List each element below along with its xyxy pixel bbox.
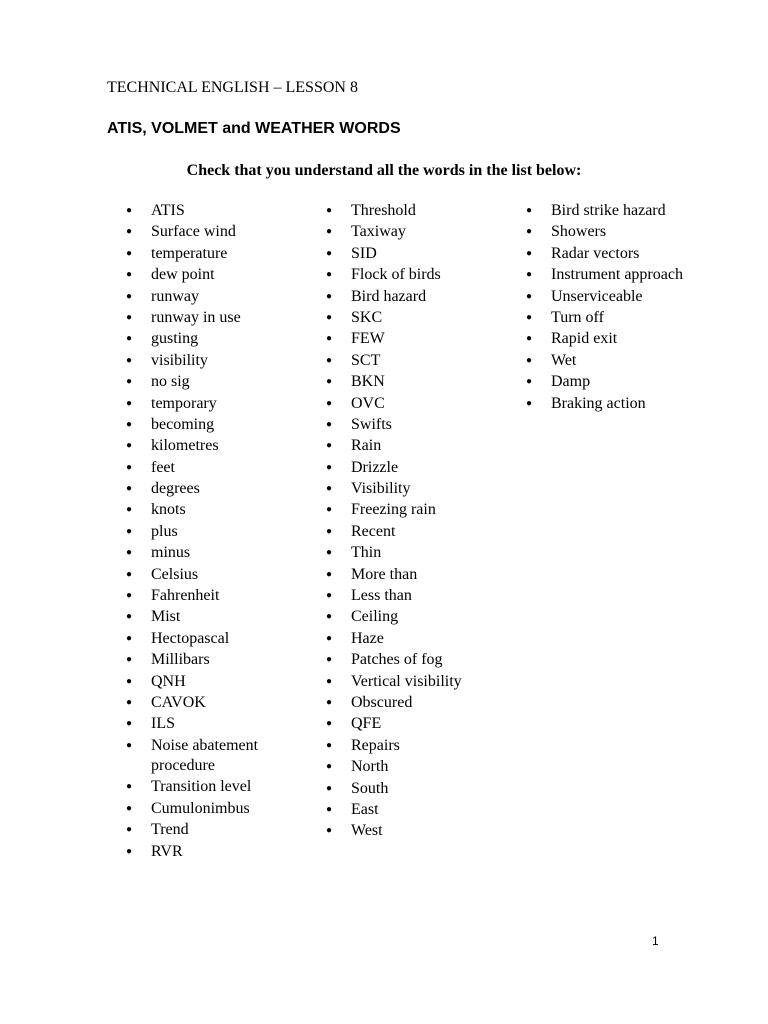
page-number: 1 bbox=[652, 934, 659, 948]
bullet-icon bbox=[526, 372, 551, 392]
list-item bbox=[326, 522, 506, 542]
list-item-text: kilometres bbox=[151, 437, 219, 455]
list-item-text: Vertical visibility bbox=[351, 672, 462, 690]
list-item-text: Threshold bbox=[351, 202, 416, 219]
list-item-text: FEW bbox=[351, 330, 385, 348]
bullet-icon bbox=[126, 329, 151, 349]
list-item bbox=[126, 265, 306, 285]
list-item-text: SKC bbox=[351, 308, 383, 326]
list-item bbox=[326, 543, 506, 563]
list-item bbox=[126, 777, 306, 797]
page-subtitle: ATIS, VOLMET and WEATHER WORDS bbox=[107, 120, 401, 137]
list-item-text: Less than bbox=[351, 587, 412, 605]
list-item-text: Rapid exit bbox=[551, 330, 618, 348]
list-item-text: Taxiway bbox=[351, 223, 406, 241]
bullet-icon bbox=[326, 500, 351, 520]
bullet-icon bbox=[326, 415, 351, 435]
bullet-icon bbox=[326, 265, 351, 285]
list-item bbox=[126, 201, 306, 221]
list-item-text: knots bbox=[151, 501, 186, 519]
list-item-text: Celsius bbox=[151, 565, 199, 583]
list-item-text: ILS bbox=[151, 715, 175, 733]
bullet-icon bbox=[126, 436, 151, 456]
list-item-text: Transition level bbox=[151, 778, 252, 796]
bullet-icon bbox=[326, 244, 351, 264]
bullet-icon bbox=[126, 736, 151, 756]
bullet-icon bbox=[326, 287, 351, 307]
list-item-text: Obscured bbox=[351, 693, 413, 711]
list-item-text: Radar vectors bbox=[551, 244, 640, 262]
bullet-icon bbox=[126, 607, 151, 627]
bullet-icon bbox=[526, 394, 551, 414]
list-item-text: Ceiling bbox=[351, 608, 399, 626]
list-item-text: Wet bbox=[551, 351, 577, 369]
list-item-text: Haze bbox=[351, 629, 384, 647]
list-item bbox=[126, 586, 306, 606]
bullet-icon bbox=[326, 779, 351, 799]
list-item bbox=[326, 629, 506, 649]
bullet-icon bbox=[326, 629, 351, 649]
list-item-text: dew point bbox=[151, 266, 215, 284]
list-item-text: degrees bbox=[151, 480, 200, 498]
bullet-icon bbox=[126, 777, 151, 797]
list-item bbox=[526, 265, 726, 285]
list-item bbox=[126, 244, 306, 264]
list-item-text: OVC bbox=[351, 394, 385, 412]
list-item bbox=[126, 479, 306, 499]
list-item-text: Bird strike hazard bbox=[551, 202, 666, 219]
list-item-text: QNH bbox=[151, 672, 186, 690]
list-item-text: Recent bbox=[351, 522, 396, 540]
list-item-text: Rain bbox=[351, 437, 382, 455]
bullet-icon bbox=[126, 714, 151, 734]
list-item-text: CAVOK bbox=[151, 693, 206, 711]
list-item bbox=[526, 372, 726, 392]
bullet-icon bbox=[126, 586, 151, 606]
list-item bbox=[526, 351, 726, 371]
list-item bbox=[326, 479, 506, 499]
word-list-column-1 bbox=[126, 201, 306, 863]
bullet-icon bbox=[126, 265, 151, 285]
word-list-column-3 bbox=[526, 201, 726, 415]
bullet-icon bbox=[126, 820, 151, 840]
list-item bbox=[126, 672, 306, 692]
list-item bbox=[126, 458, 306, 478]
list-item-text: BKN bbox=[351, 373, 385, 391]
list-item bbox=[326, 714, 506, 734]
list-item bbox=[126, 351, 306, 371]
bullet-icon bbox=[326, 586, 351, 606]
list-item bbox=[126, 394, 306, 414]
list-item bbox=[326, 415, 506, 435]
list-item bbox=[326, 821, 506, 841]
bullet-icon bbox=[326, 672, 351, 692]
list-item bbox=[526, 308, 726, 328]
bullet-icon bbox=[126, 479, 151, 499]
bullet-icon bbox=[126, 372, 151, 392]
list-item-text: Visibility bbox=[351, 480, 411, 498]
bullet-icon bbox=[126, 799, 151, 819]
bullet-icon bbox=[326, 522, 351, 542]
bullet-icon bbox=[326, 565, 351, 585]
list-item-text: South bbox=[351, 779, 389, 797]
list-item bbox=[326, 372, 506, 392]
bullet-icon bbox=[526, 222, 551, 242]
list-item-text: runway in use bbox=[151, 308, 241, 326]
list-item-text: North bbox=[351, 758, 389, 776]
list-item bbox=[526, 244, 726, 264]
list-item bbox=[326, 265, 506, 285]
list-item bbox=[126, 522, 306, 542]
list-item bbox=[326, 308, 506, 328]
list-item bbox=[326, 757, 506, 777]
list-item-text: Drizzle bbox=[351, 458, 399, 476]
bullet-icon bbox=[126, 672, 151, 692]
list-item-text: Surface wind bbox=[151, 223, 236, 241]
bullet-icon bbox=[126, 693, 151, 713]
bullet-icon bbox=[326, 693, 351, 713]
list-item bbox=[126, 287, 306, 307]
word-list-column-2 bbox=[326, 201, 506, 843]
list-item-text: feet bbox=[151, 458, 175, 476]
list-item bbox=[326, 458, 506, 478]
list-item bbox=[326, 436, 506, 456]
list-item-text: gusting bbox=[151, 330, 199, 348]
list-item-text: Flock of birds bbox=[351, 266, 441, 284]
list-item-text: minus bbox=[151, 544, 191, 562]
bullet-icon bbox=[326, 757, 351, 777]
list-item bbox=[326, 244, 506, 264]
bullet-icon bbox=[126, 629, 151, 649]
bullet-icon bbox=[126, 308, 151, 328]
list-item bbox=[326, 565, 506, 585]
list-item-text: runway bbox=[151, 287, 199, 305]
list-item-text: More than bbox=[351, 565, 418, 583]
list-item bbox=[126, 565, 306, 585]
list-item bbox=[126, 693, 306, 713]
bullet-icon bbox=[326, 201, 351, 221]
list-item-text: Turn off bbox=[551, 308, 604, 326]
bullet-icon bbox=[326, 479, 351, 499]
bullet-icon bbox=[126, 244, 151, 264]
lesson-title: TECHNICAL ENGLISH – LESSON 8 bbox=[107, 79, 358, 96]
list-item bbox=[326, 394, 506, 414]
list-item-text: Repairs bbox=[351, 736, 400, 754]
bullet-icon bbox=[326, 308, 351, 328]
list-item bbox=[126, 308, 306, 328]
list-item-text: East bbox=[351, 800, 379, 818]
list-item-text: Showers bbox=[551, 223, 607, 241]
bullet-icon bbox=[326, 372, 351, 392]
list-item bbox=[326, 351, 506, 371]
list-item-text: ATIS bbox=[151, 202, 185, 219]
bullet-icon bbox=[126, 543, 151, 563]
list-item-text: West bbox=[351, 822, 383, 840]
bullet-icon bbox=[126, 842, 151, 862]
bullet-icon bbox=[326, 394, 351, 414]
list-item bbox=[126, 736, 306, 776]
bullet-icon bbox=[326, 650, 351, 670]
bullet-icon bbox=[126, 522, 151, 542]
list-item bbox=[126, 842, 306, 862]
bullet-icon bbox=[326, 800, 351, 820]
list-item-text: Patches of fog bbox=[351, 651, 443, 669]
list-item-text: Mist bbox=[151, 608, 181, 626]
bullet-icon bbox=[326, 436, 351, 456]
bullet-icon bbox=[326, 736, 351, 756]
list-item-text: no sig bbox=[151, 373, 190, 391]
list-item-text: becoming bbox=[151, 415, 215, 433]
list-item bbox=[326, 222, 506, 242]
list-item bbox=[526, 222, 726, 242]
bullet-icon bbox=[326, 329, 351, 349]
bullet-icon bbox=[326, 714, 351, 734]
list-item bbox=[126, 500, 306, 520]
list-item-text: visibility bbox=[151, 351, 208, 369]
list-item bbox=[126, 543, 306, 563]
bullet-icon bbox=[526, 201, 551, 221]
list-item-text: QFE bbox=[351, 715, 382, 733]
list-item bbox=[126, 222, 306, 242]
list-item-text: Damp bbox=[551, 373, 591, 391]
bullet-icon bbox=[126, 351, 151, 371]
list-item bbox=[126, 607, 306, 627]
bullet-icon bbox=[126, 415, 151, 435]
bullet-icon bbox=[526, 287, 551, 307]
list-item-text: RVR bbox=[151, 842, 183, 860]
list-item bbox=[526, 329, 726, 349]
bullet-icon bbox=[326, 607, 351, 627]
list-item bbox=[326, 287, 506, 307]
bullet-icon bbox=[126, 201, 151, 221]
bullet-icon bbox=[326, 821, 351, 841]
list-item-text: Noise abatement procedure bbox=[151, 736, 259, 774]
list-item-text: Cumulonimbus bbox=[151, 799, 250, 817]
list-item bbox=[126, 650, 306, 670]
list-item bbox=[326, 650, 506, 670]
list-item bbox=[126, 799, 306, 819]
list-item-text: plus bbox=[151, 522, 178, 540]
bullet-icon bbox=[526, 329, 551, 349]
bullet-icon bbox=[126, 458, 151, 478]
list-item-text: Braking action bbox=[551, 394, 646, 412]
bullet-icon bbox=[126, 500, 151, 520]
list-item bbox=[126, 415, 306, 435]
list-item-text: temporary bbox=[151, 394, 217, 412]
bullet-icon bbox=[326, 458, 351, 478]
list-item bbox=[526, 201, 726, 221]
bullet-icon bbox=[526, 308, 551, 328]
bullet-icon bbox=[326, 543, 351, 563]
list-item bbox=[126, 329, 306, 349]
list-item-text: Fahrenheit bbox=[151, 587, 220, 605]
list-item-text: Freezing rain bbox=[351, 501, 436, 519]
list-item bbox=[526, 287, 726, 307]
bullet-icon bbox=[326, 222, 351, 242]
list-item bbox=[126, 629, 306, 649]
list-item-text: SCT bbox=[351, 351, 381, 369]
list-item bbox=[326, 736, 506, 756]
list-item-text: Trend bbox=[151, 821, 189, 839]
list-item-text: Unserviceable bbox=[551, 287, 643, 305]
list-item bbox=[126, 820, 306, 840]
list-item-text: SID bbox=[351, 244, 377, 262]
list-item bbox=[326, 672, 506, 692]
bullet-icon bbox=[126, 287, 151, 307]
bullet-icon bbox=[126, 222, 151, 242]
list-item bbox=[126, 372, 306, 392]
bullet-icon bbox=[526, 265, 551, 285]
instruction-text: Check that you understand all the words in the list below: bbox=[186, 162, 582, 179]
bullet-icon bbox=[126, 565, 151, 585]
list-item-text: Instrument approach bbox=[551, 266, 683, 284]
list-item bbox=[326, 586, 506, 606]
list-item-text: temperature bbox=[151, 244, 228, 262]
list-item bbox=[126, 436, 306, 456]
list-item-text: Bird hazard bbox=[351, 287, 427, 305]
list-item bbox=[326, 779, 506, 799]
list-item bbox=[526, 394, 726, 414]
bullet-icon bbox=[526, 244, 551, 264]
list-item bbox=[326, 693, 506, 713]
list-item bbox=[326, 607, 506, 627]
list-item-text: Millibars bbox=[151, 651, 210, 669]
list-item bbox=[326, 201, 506, 221]
list-item bbox=[126, 714, 306, 734]
bullet-icon bbox=[526, 351, 551, 371]
list-item bbox=[326, 800, 506, 820]
list-item-text: Swifts bbox=[351, 415, 392, 433]
list-item bbox=[326, 329, 506, 349]
list-item-text: Thin bbox=[351, 544, 382, 562]
list-item-text: Hectopascal bbox=[151, 629, 230, 647]
bullet-icon bbox=[326, 351, 351, 371]
bullet-icon bbox=[126, 394, 151, 414]
bullet-icon bbox=[126, 650, 151, 670]
list-item bbox=[326, 500, 506, 520]
